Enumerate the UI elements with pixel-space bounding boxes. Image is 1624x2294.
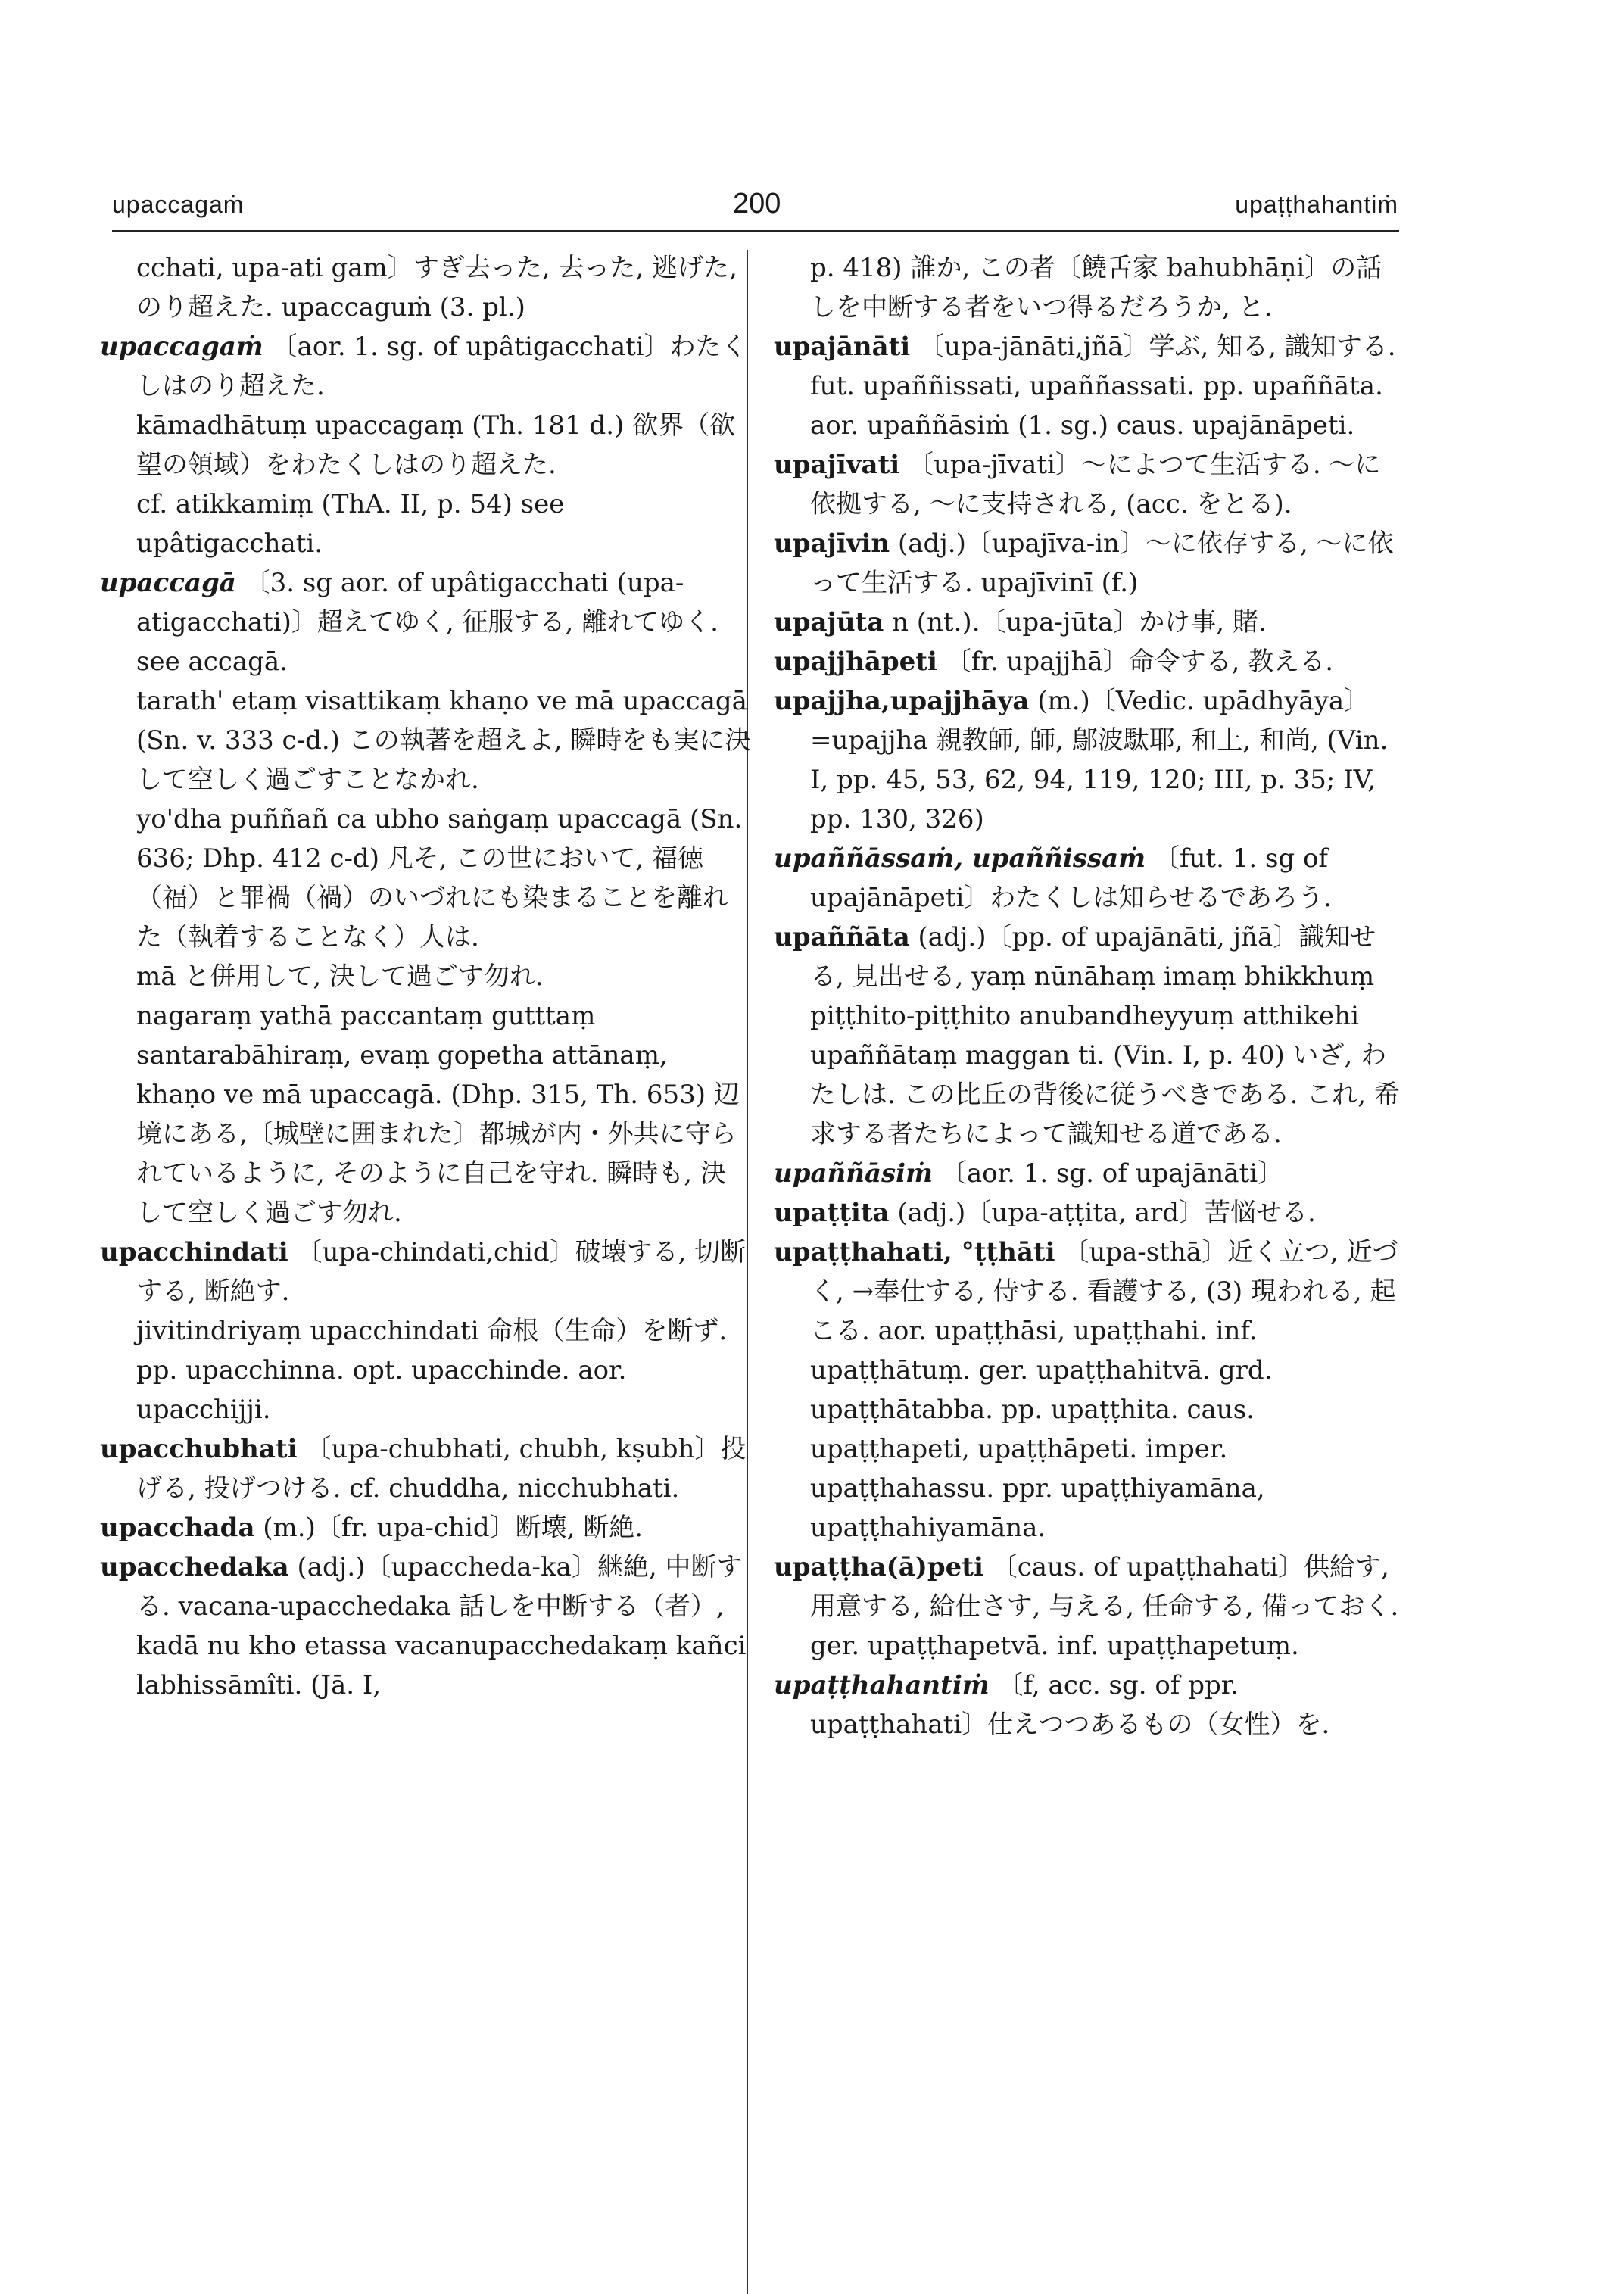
entry-definition: 〔caus. of upaṭṭhahati〕供給す, 用意する, 給仕さす, 与える, 任命する, 備っておく. ger. upaṭṭhapetvā. inf. upaṭṭhapetuṃ.	[810, 1552, 1399, 1661]
dictionary-entry	[774, 1193, 1402, 1233]
entry-definition: 〔3. sg aor. of upâtigacchati (upa-atigacchati)〕超えてゆく, 征服する, 離れてゆく.	[136, 568, 718, 637]
entry-example: cf. atikkamiṃ (ThA. II, p. 54) see upâtigacchati.	[136, 489, 565, 559]
entry-continuation: cchati, upa-ati gam〕すぎ去った, 去った, 逃げた, のり超えた. upaccaguṁ (3. pl.)	[136, 253, 737, 323]
entry-definition: (adj.)〔pp. of upajānāti, jñā〕識知せる, 見出せる, yaṃ nūnāhaṃ imaṃ bhikkhuṃ piṭṭhito-piṭṭhito anubandheyyuṃ atthikehi upaññātaṃ maggan ti. (Vin. I, p. 40) いざ, わたしは. この比丘の背後に従うべきである. これ, 希求する者たちによって識知せる道である.	[810, 922, 1400, 1149]
entry-headword: upacchedaka	[100, 1552, 289, 1582]
entry-definition: (adj.)〔upaccheda-ka〕継絶, 中断する. vacana-upacchedaka 話しを中断する（者）, kadā nu kho etassa vacanupacchedakaṃ kañci labhissāmîti. (Jā. I,	[136, 1552, 747, 1700]
entry-example: kāmadhātuṃ upaccagaṃ (Th. 181 d.) 欲界（欲望の領域）をわたくしはのり超えた.	[136, 410, 736, 480]
entry-definition: 〔aor. 1. sg. of upajānāti〕	[933, 1158, 1284, 1189]
entry-example: nagaraṃ yathā paccantaṃ gutttaṃ santarabāhiraṃ, evaṃ gopetha attānaṃ, khaṇo ve mā upaccagā. (Dhp. 315, Th. 653) 辺境にある,〔城壁に囲まれた〕都城が内・外共に守られているように, そのように自己を守れ. 瞬時も, 決して空しく過ごす勿れ.	[136, 1001, 740, 1228]
entry-example: jivitindriyaṃ upacchindati 命根（生命）を断ず. pp. upacchinna. opt. upacchinde. aor. upacchijji.	[136, 1316, 728, 1425]
entry-definition: 〔upa-jānāti,jñā〕学ぶ, 知る, 識知する. fut. upaññissati, upaññassati. pp. upaññāta. aor. upaññāsiṁ (1. sg.) caus. upajānāpeti.	[810, 332, 1396, 441]
entry-headword: upacchindati	[100, 1237, 288, 1267]
entry-headword: upaccagā	[100, 568, 236, 598]
dictionary-entry	[100, 563, 751, 642]
entry-headword: upajīvin	[774, 528, 890, 559]
entry-definition: n (nt.).〔upa-jūta〕かけ事, 賭.	[884, 607, 1267, 637]
dictionary-entry	[774, 1548, 1402, 1666]
dictionary-entry	[100, 1429, 751, 1508]
page-number: 200	[733, 188, 781, 220]
dictionary-entry	[774, 642, 1402, 681]
entry-example: tarath' etaṃ visattikaṃ khaṇo ve mā upaccagā (Sn. v. 333 c-d.) この執著を超えよ, 瞬時をも実に決して空しく過ごすことなかれ.	[136, 686, 751, 795]
running-head-left: upaccagaṁ	[112, 191, 245, 218]
entry-headword: upaññāsiṁ	[774, 1158, 934, 1189]
entry-definition: 〔upa-chindati,chid〕破壊する, 切断する, 断絶す.	[136, 1237, 747, 1307]
entry-definition: 〔fr. upajjhā〕命令する, 教える.	[937, 647, 1334, 677]
entry-definition: 〔upa-jīvati〕〜によつて生活する. 〜に依拠する, 〜に支持される, (acc. をとる).	[810, 450, 1381, 519]
dictionary-entry	[774, 1233, 1402, 1548]
entry-definition: 〔upa-chubhati, chubh, kṣubh〕投げる, 投げつける. cf. chuddha, nicchubhati.	[136, 1434, 747, 1504]
header-rule	[112, 230, 1399, 232]
right-column	[774, 248, 1402, 1744]
dictionary-entry	[774, 839, 1402, 918]
entry-headword: upajjhāpeti	[774, 647, 937, 677]
entry-definition: 〔fut. 1. sg of upajānāpeti〕わたくしは知らせるであろう.	[810, 843, 1332, 913]
entry-definition: (adj.)〔upajīva-in〕〜に依存する, 〜に依って生活する. upajīvinī (f.)	[810, 528, 1394, 598]
entry-definition: 〔upa-sthā〕近く立つ, 近づく, →奉仕する, 侍する. 看護する, (3) 現われる, 起こる. aor. upaṭṭhāsi, upaṭṭhahi. inf. upaṭṭhātuṃ. ger. upaṭṭhahitvā. grd. upaṭṭhātabba. pp. upaṭṭhita. caus. upaṭṭhapeti, upaṭṭhāpeti. imper. upaṭṭhahassu. ppr. upaṭṭhiyamāna, upaṭṭhahiyamāna.	[810, 1237, 1398, 1543]
dictionary-entry	[100, 327, 751, 406]
entry-headword: upaṭṭha(ā)peti	[774, 1552, 983, 1582]
entry-continuation: p. 418) 誰か, この者〔饒舌家 bahubhāṇi〕の話しを中断する者をいつ得るだろうか, と.	[810, 253, 1382, 323]
dictionary-entry	[100, 1508, 751, 1548]
entry-definition: (m.)〔Vedic. upādhyāya〕=upajjha 親教師, 師, 鄔波駄耶, 和上, 和尚, (Vin. I, pp. 45, 53, 62, 94, 119, 120; III, p. 35; IV, pp. 130, 326)	[810, 686, 1389, 834]
left-column	[100, 248, 751, 1705]
entry-headword: upaññāta	[774, 922, 910, 952]
entry-definition: (adj.)〔upa-aṭṭita, ard〕苦悩せる.	[889, 1198, 1316, 1228]
entry-definition: 〔f, acc. sg. of ppr. upaṭṭhahati〕仕えつつあるもの（女性）を.	[810, 1670, 1330, 1740]
entry-example: see accagā.	[136, 647, 288, 677]
entry-headword: upaṭṭita	[774, 1198, 890, 1228]
dictionary-entry	[100, 1233, 751, 1311]
dictionary-entry	[774, 918, 1402, 1154]
entry-headword: upaññāssaṁ, upaññissaṁ	[774, 843, 1146, 874]
running-head-right: upaṭṭhahantiṁ	[1235, 191, 1398, 218]
entry-headword: upacchada	[100, 1513, 255, 1543]
dictionary-entry	[774, 1666, 1402, 1744]
dictionary-entry	[774, 524, 1402, 603]
dictionary-entry	[774, 603, 1402, 642]
entry-headword: upajūta	[774, 607, 884, 637]
dictionary-entry	[774, 1154, 1402, 1193]
dictionary-entry	[100, 1548, 751, 1705]
page-header	[0, 188, 1624, 236]
entry-headword: upaṭṭhahati, °ṭṭhāti	[774, 1237, 1055, 1267]
entry-headword: upaṭṭhahantiṁ	[774, 1670, 990, 1700]
entry-example: mā と併用して, 決して過ごす勿れ.	[136, 962, 544, 992]
dictionary-entry	[774, 445, 1402, 524]
entry-example: yo'dha puññañ ca ubho saṅgaṃ upaccagā (Sn. 636; Dhp. 412 c-d) 凡そ, この世において, 福徳（福）と罪禍（禍）のいづれにも染まることを離れた（執着することなく）人は.	[136, 804, 743, 952]
entry-headword: upajānāti	[774, 332, 911, 362]
entry-headword: upajīvati	[774, 450, 900, 480]
entry-definition: 〔aor. 1. sg. of upâtigacchati〕わたくしはのり超えた.	[136, 332, 747, 401]
dictionary-entry	[774, 327, 1402, 445]
entry-headword: upaccagaṁ	[100, 332, 263, 362]
entry-headword: upajjha,upajjhāya	[774, 686, 1030, 716]
entry-definition: (m.)〔fr. upa-chid〕断壊, 断絶.	[254, 1513, 644, 1543]
entry-headword: upacchubhati	[100, 1434, 298, 1464]
dictionary-entry	[774, 681, 1402, 839]
